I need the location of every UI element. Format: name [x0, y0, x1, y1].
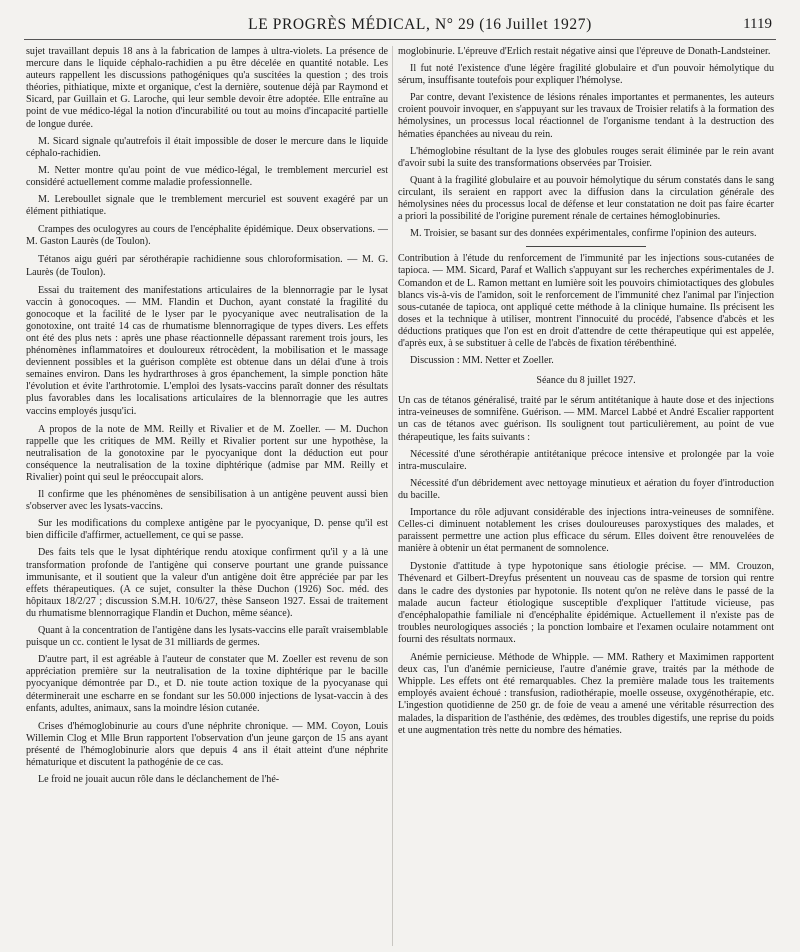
article-paragraph: Anémie pernicieuse. Méthode de Whipple. — MM. Rathery et Maximimen rapportent deux cas, l'un d'anémie pernicieuse, l'autre d'anémie grave, traités par la méthode de Whipple. Les effets ont été remarquables. Chez la première malade tous les traitements employés avaient échoué : transfusion, radiothérapie, moelle osseuse, oxygénothérapie, etc. L'ingestion quotidienne de 250 gr. de foie de veau a amené une véritable résurrection des malades, la disparition de l'asthénie, des œdèmes, des troubles digestifs, une reprise du poids et une augmentation très nette du nombre des hématies.: [398, 652, 774, 736]
text-paragraph: Par contre, devant l'existence de lésions rénales importantes et permanentes, les auteurs croient pouvoir invoquer, en s'appuyant sur les travaux de Troisier relatifs à la formation des hémolysines, un processus local réactionnel de l'organisme tendant à la destruction des hématies épanchées au niveau du rein.: [398, 92, 774, 140]
article-paragraph: Contribution à l'étude du renforcement de l'immunité par les injections sous-cutanées de tapioca. — MM. Sicard, Paraf et Wallich s'appuyant sur les recherches expérimentales de J. Comandon et de L. Ramon mettant en lumière soit les pouvoirs chimiotactiques des globules blancs vis-à-vis de l'amidon, soit le renforcement de l'immunité chez l'animal par l'injection sous-cutanée de tapioca, ont appliqué cette méthode à la clinique humaine. Ils précisent les doses et la technique à utiliser, montrent l'innocuité du procédé, l'absence d'abcès et les déductions pratiques que l'on est en droit d'attendre de cette thérapeutique qui est appelée, d'après eux, à se substituer à celle de l'abcès de fixation térébenthiné.: [398, 253, 774, 349]
text-paragraph: Quant à la fragilité globulaire et au pouvoir hémolytique du sérum constatés dans le sang circulant, ils seraient en rapport avec la diffusion dans la circulation générale des hémolysines nées du processus local de défense et leur constatation ne doit pas faire écarter a priori la possibilité de l'origine purement rénale de certaines hémoglobinuries.: [398, 174, 774, 223]
page-number: 1119: [743, 16, 772, 32]
article-paragraph: Essai du traitement des manifestations articulaires de la blennorragie par le lysat vaccin à gonocoques. — MM. Flandin et Duchon, ayant constaté la fragilité du gonocoque et la facilité de le lyser par le pyocyanique avec neutralisation de la gonotoxine, ont traité 14 cas de rhumatisme blennorragique de types divers. Les effets ont été des plus nets : après une phase réactionnelle dépassant rarement trois jours, les phénomènes inflammatoires et douloureux rétrocèdent, la mobilisation et le massage deviennent possibles et la guérison complète est obtenue dans un délai d'une à trois semaines environ. Dans les hydrarthroses à gros épanchement, la simple ponction hâte l'évolution et évite l'arthrotomie. L'emploi des lysats-vaccins paraît donner des résultats plus favorables dans les localisations articulaires de la blennorragie que les autres vaccins employés jusqu'ici.: [26, 284, 388, 417]
text-paragraph: M. Netter montre qu'au point de vue médico-légal, le tremblement mercuriel est considéré actuellement comme maladie professionnelle.: [26, 164, 388, 188]
text-paragraph: L'hémoglobine résultant de la lyse des globules rouges serait éliminée par le rein avant d'avoir subi la suite des transformations observées par Troisier.: [398, 145, 774, 169]
text-paragraph: Le froid ne jouait aucun rôle dans le déclanchement de l'hé-: [38, 774, 280, 786]
article-paragraph: Crampes des oculogyres au cours de l'encéphalite épidémique. Deux observations. — M. Gaston Laurès (de Toulon).: [26, 224, 388, 248]
running-title: LE PROGRÈS MÉDICAL, N° 29 (16 Juillet 1927): [248, 16, 592, 33]
right-column: [398, 46, 774, 946]
article-paragraph: A propos de la note de MM. Reilly et Rivalier et de M. Zoeller. — M. Duchon rappelle que les critiques de MM. Reilly et Rivalier portent sur une hypothèse, la neutralisation de la gonotoxine par le pyocyanique dont la déduction eut pour conséquence la neutralisation de la toxine diphtérique (admise par MM. Reilly et Rivalier) point qui seul le préoccupait alors.: [26, 423, 388, 483]
text-paragraph: Sur les modifications du complexe antigène par le pyocyanique, D. pense qu'il est bien difficile d'affirmer, actuellement, ce qui se passe.: [26, 518, 388, 542]
article-paragraph: Un cas de tétanos généralisé, traité par le sérum antitétanique à haute dose et des injections intra-veineuses de somnifène. Guérison. — MM. Marcel Labbé et André Escalier rapportent un cas de tétanos avec guérison. Ils soulignent tout particulièrement, au point de vue thérapeutique, les faits suivants :: [398, 395, 774, 443]
text-paragraph: Quant à la concentration de l'antigène dans les lysats-vaccins elle paraît vraisemblable puisque un cc. contient le lysat de 31 milliards de germes.: [26, 625, 388, 649]
text-paragraph: Nécessité d'un débridement avec nettoyage minutieux et aération du foyer d'introduction du bacille.: [398, 477, 774, 501]
text-paragraph: M. Sicard signale qu'autrefois il était impossible de doser le mercure dans le liquide céphalo-rachidien.: [26, 135, 388, 159]
text-paragraph: Importance du rôle adjuvant considérable des injections intra-veineuses de somnifène. Celles-ci diminuent notablement les crises douloureuses paroxystiques des malades, et paraissent permettre une action plus efficace du sérum. Elles doivent être renouvelées de manière à obtenir un état permanent de somnolence.: [398, 507, 774, 555]
article-paragraph: Crises d'hémoglobinurie au cours d'une néphrite chronique. — MM. Coyon, Louis Willemin Clog et Mlle Brun rapportent l'observation d'un jeune garçon de 15 ans ayant présenté de l'hémoglobinurie alors que depuis 4 ans il était atteint d'une néphrite hématurique et discutent la pathogénie de ce cas.: [26, 720, 388, 768]
page-header: [0, 0, 800, 42]
text-paragraph: Discussion : MM. Netter et Zoeller.: [410, 355, 554, 367]
column-separator: [392, 46, 393, 946]
session-date: Séance du 8 juillet 1927.: [536, 375, 636, 387]
article-paragraph: Dystonie d'attitude à type hypotonique sans étiologie précise. — MM. Crouzon, Thévenard et Gilbert-Dreyfus présentent un nouveau cas de spasme de torsion qui rentre dans le cadre des dystonies par hypotonie. Ils notent qu'on ne relève dans le passé de la malade aucun facteur étiologique susceptible d'expliquer l'attitude vicieuse, pas d'encéphalopathie familiale ni d'encéphalite épidémique. Actuellement il n'existe pas de troubles neurologiques associés ; la ponction lombaire et l'examen oculaire notamment ont fourni des résultats normaux.: [398, 561, 774, 645]
header-rule: [24, 39, 776, 40]
text-paragraph: Nécessité d'une sérothérapie antitétanique précoce intensive et prolongée par la voie intra-musculaire.: [398, 448, 774, 472]
text-paragraph: Des faits tels que le lysat diphtérique rendu atoxique confirment qu'il y a là une transformation profonde de l'antigène qui conserve pourtant une grande puissance immunisante, et il soutient que la valeur d'un antigène doit être appréciée par par les effets thérapeutiques. (A ce sujet, consulter la thèse Duchon (1926) Soc. méd. des hôpitaux 18/2/27 ; discussion S.M.H. 10/6/27, thèse Sanseon 1927. Essai de traitement du rhumatisme blennorragique Flandin et Duchon, même séance).: [26, 547, 388, 619]
article-paragraph: Tétanos aigu guéri par sérothérapie rachidienne sous chloroformisation. — M. G. Laurès (de Toulon).: [26, 254, 388, 278]
text-paragraph: moglobinurie. L'épreuve d'Erlich restait négative ainsi que l'épreuve de Donath-Landsteiner.: [398, 46, 771, 57]
text-paragraph: D'autre part, il est agréable à l'auteur de constater que M. Zoeller est revenu de son appréciation première sur la neutralisation de la toxine diphtérique par le bacille pyocyanique démontrée par D., et D. nie toute action toxique de la pyocyanase qui déterminerait une escharre en se fondant sur les 50.000 injections de lysat-vaccin à des enfants, adultes, animaux, sans la moindre lésion cutanée.: [26, 654, 388, 714]
text-paragraph: Il confirme que les phénomènes de sensibilisation à un antigène peuvent aussi bien s'observer avec les lysats-vaccins.: [26, 489, 388, 513]
text-paragraph: M. Lereboullet signale que le tremblement mercuriel est souvent exagéré par un élément pithiatique.: [26, 194, 388, 218]
text-paragraph: Il fut noté l'existence d'une légère fragilité globulaire et d'un pouvoir hémolytique du sérum, insuffisante toutefois pour expliquer l'hémolyse.: [398, 63, 774, 87]
section-separator: [526, 246, 646, 247]
left-column: [26, 46, 388, 946]
text-paragraph: sujet travaillant depuis 18 ans à la fabrication de lampes à ultra-violets. La présence de mercure dans le liquide céphalo-rachidien a pu être décelée en quantité notable. Les auteurs rappellent les discussions pathogéniques qu'a suscitées la question ; des trois théories, pithiatique, mixte et organique, c'est la dernière, soutenue déjà par Raymond et Sicard, par Guillain et G. Laroche, qui leur semble devoir être adoptée. Elle entraîne au point de vue médico-légal la notion d'incurabilité ou tout au moins d'incapacité partielle de longue durée.: [26, 46, 388, 130]
text-paragraph: M. Troisier, se basant sur des données expérimentales, confirme l'opinion des auteurs.: [410, 228, 757, 240]
